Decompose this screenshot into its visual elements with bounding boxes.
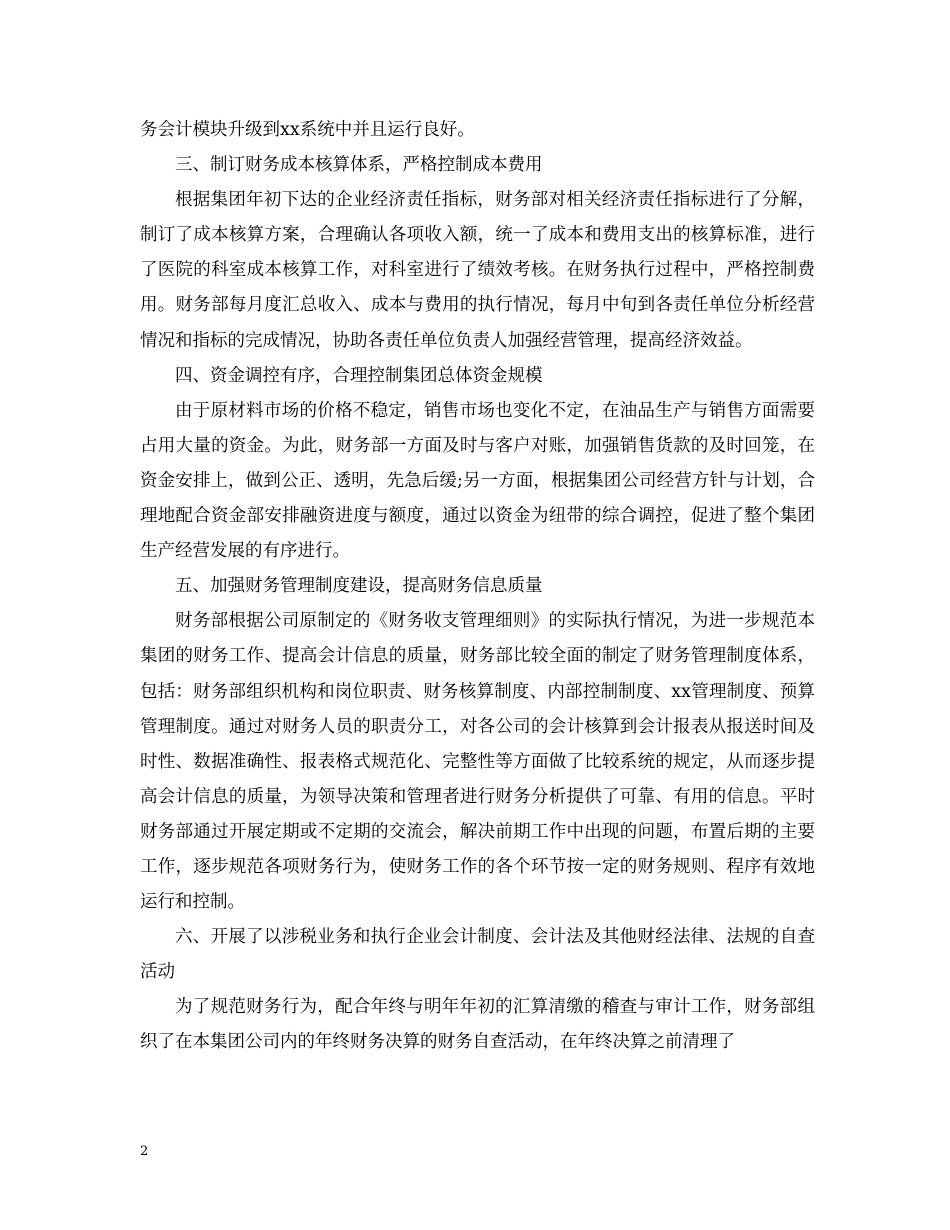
paragraph-self-inspection: 为了规范财务行为，配合年终与明年年初的汇算清缴的稽查与审计工作，财务部组织了在本集团公司内的年终财务决算的财务自查活动，在年终决算之前清理了 bbox=[140, 997, 815, 1053]
document-body bbox=[140, 113, 815, 1061]
paragraph-management-system: 财务部根据公司原制定的《财务收支管理细则》的实际执行情况，为进一步规范本集团的财务工作、提高会计信息的质量，财务部比较全面的制定了财务管理制度体系，包括：财务部组织机构和岗位职责、财务核算制度、内部控制制度、xx管理制度、预算管理制度。通过对财务人员的职责分工，对各公司的会计核算到会计报表从报送时间及时性、数据准确性、报表格式规范化、完整性等方面做了比较系统的规定，从而逐步提高会计信息的质量，为领导决策和管理者进行财务分析提供了可靠、有用的信息。平时财务部通过开展定期或不定期的交流会，解决前期工作中出现的问题，布置后期的主要工作，逐步规范各项财务行为，使财务工作的各个环节按一定的财务规则、程序有效地运行和控制。 bbox=[140, 611, 815, 913]
section-heading-3: 三、制订财务成本核算体系，严格控制成本费用 bbox=[175, 155, 543, 176]
section-heading-6: 六、开展了以涉税业务和执行企业会计制度、会计法及其他财经法律、法规的自查活动 bbox=[140, 927, 815, 983]
page-number: 2 bbox=[140, 1144, 149, 1159]
section-heading-5: 五、加强财务管理制度建设，提高财务信息质量 bbox=[175, 576, 543, 597]
section-heading-4: 四、资金调控有序，合理控制集团总体资金规模 bbox=[175, 365, 543, 386]
paragraph-cost-accounting: 根据集团年初下达的企业经济责任指标，财务部对相关经济责任指标进行了分解，制订了成本核算方案，合理确认各项收入额，统一了成本和费用支出的核算标准，进行了医院的科室成本核算工作，对科室进行了绩效考核。在财务执行过程中，严格控制费用。财务部每月度汇总收入、成本与费用的执行情况，每月中旬到各责任单位分析经营情况和指标的完成情况，协助各责任单位负责人加强经营管理，提高经济效益。 bbox=[140, 190, 815, 351]
paragraph-continuation: 务会计模块升级到xx系统中并且运行良好。 bbox=[140, 120, 475, 140]
paragraph-fund-control: 由于原材料市场的价格不稳定，销售市场也变化不定，在油品生产与销售方面需要占用大量的资金。为此，财务部一方面及时与客户对账，加强销售货款的及时回笼，在资金安排上，做到公正、透明，先急后缓;另一方面，根据集团公司经营方针与计划，合理地配合资金部安排融资进度与额度，通过以资金为纽带的综合调控，促进了整个集团生产经营发展的有序进行。 bbox=[140, 400, 815, 562]
